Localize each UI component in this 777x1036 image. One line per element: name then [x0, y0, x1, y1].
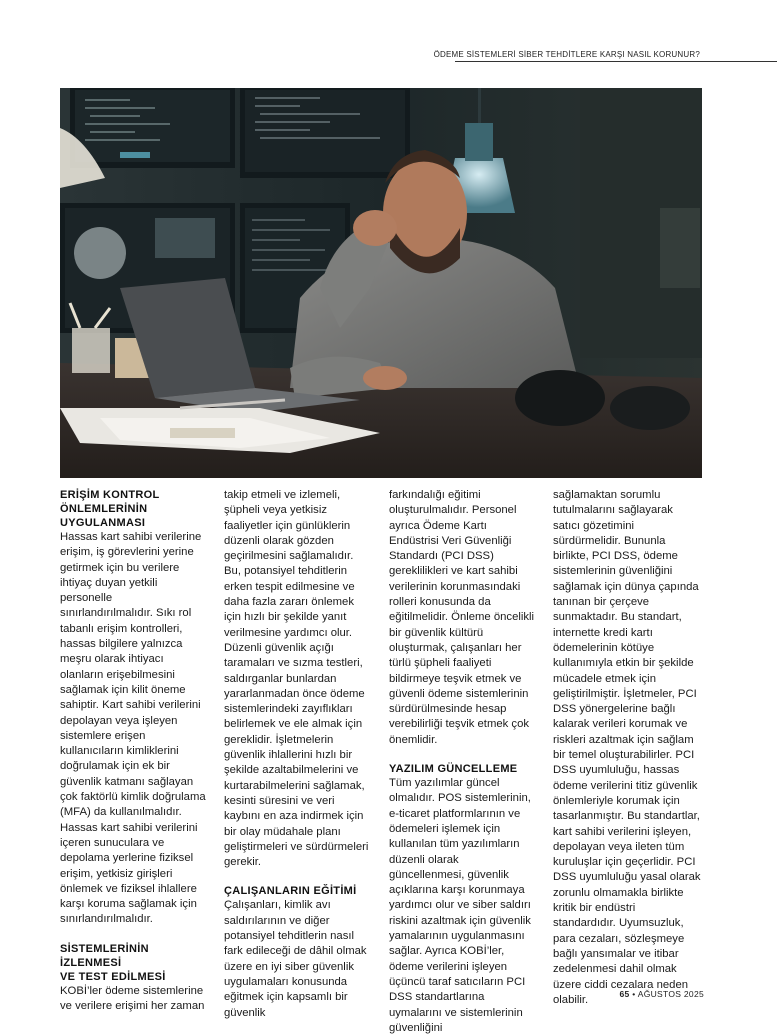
header-rule — [455, 61, 777, 62]
issue-date: AĞUSTOS 2025 — [637, 989, 704, 999]
running-head: ÖDEME SİSTEMLERİ SİBER TEHDİTLERE KARŞI NASIL KORUNUR? — [433, 50, 700, 59]
heading-calisanlarin-egitimi: ÇALIŞANLARIN EĞİTİMİ — [224, 885, 357, 898]
page-number: 65 — [619, 989, 630, 999]
column-1 — [60, 488, 208, 1013]
paragraph-erisim-kontrol: Hassas kart sahibi verilerine erişim, iş görevlerini yerine getirmek için bu verilere ihtiyaç duyan yetkili personelle sınırlandırılmalıdır. Sıkı rol tabanlı erişim kontrolleri, hassas bilgilere yalnızca meşru olarak ihtiyacı olanların erişebilmesini sağlamak için kilit öneme sahiptir. Kart sahibi verilerini depolayan veya işleyen sistemlere erişen kullanıcıların kimliklerini doğrulamak için ek bir güvenlik katmanı sağlayan çok faktörlü kimlik doğrulama (MFA) da kullanılmalıdır. Hassas kart sahibi verilerini içeren sunuculara ve depolama yerlerine fiziksel erişim, yetkisiz girişleri önlemek ve fiziksel ihlallere karşı koruma sağlamak için sınırlandırılmalıdır. — [60, 531, 206, 926]
paragraph-izleme-devam: takip etmeli ve izlemeli, şüpheli veya yetkisiz faaliyetler için günlüklerin düzenli olarak gözden geçirilmesini sağlamalıdır. Bu, potansiyel tehditlerin erken tespit edilmesine ve daha fazla zararı önlemek için hızlı bir şekilde yanıt verilmesine yardımcı olur. Düzenli güvenlik açığı taramaları ve sızma testleri, saldırganlar bunlardan yararlanmadan önce ödeme sistemlerindeki zayıflıkları belirlemek ve ele almak için gereklidir. İşletmelerin güvenlik ihlallerini hızlı bir şekilde azaltabilmelerini ve kurtarabilmelerini sağlamak, kesinti süresini ve veri kaybını en aza indirmek için bir olay müdahale planı geliştirmeleri ve sürdürmeleri gerekir. — [224, 489, 369, 869]
column-3 — [389, 488, 537, 1034]
paragraph-pci-dss: sağlamaktan sorumlu tutulmalarını sağlayarak satıcı gözetimini sürdürmelidir. Bununla birlikte, PCI DSS, ödeme sistemlerinin güvenliğini sağlamak için dünya çapında tanınan bir çerçeve sunmaktadır. Bu standart, internette kredi kartı ödemelerinin kötüye kullanımıyla etkin bir şekilde mücadele etmek için geliştirilmiştir. İşletmeler, PCI DSS yönergelerine bağlı kalarak verileri korumak ve riskleri azaltmak için sağlam bir temel oluşturabilirler. PCI DSS uyumluluğu, hassas ödeme verilerini titiz güvenlik önlemleriyle korumak için tasarlanmıştır. Bu standartlar, kart sahibi verilerini işleyen, depolayan veya ileten tüm kuruluşlar için geçerlidir. PCI DSS uyumluluğu yasal olarak zorunlu olmamakla birlikte kritik bir endüstri standardıdır. Uyumsuzluk, para cezaları, sözleşmeye bağlı yansımalar ve itibar zedelenmesi dahil olmak üzere ciddi cezalara neden olabilir. — [553, 489, 701, 1006]
paragraph-sistemlerin-izlenmesi: KOBİ’ler ödeme sistemlerine ve verilere erişimi her zaman — [60, 984, 205, 1013]
paragraph-yazilim-guncelleme: Tüm yazılımlar güncel olmalıdır. POS sistemlerinin, e-ticaret platformlarının ve ödemeleri işlemek için kullanılan tüm yazılımların düzenli olarak güncellenmesi, güvenlik açıklarına karşı korunmaya yardımcı olur ve siber saldırı riskini azaltmak için güvenlik yamalarının uygulanmasını sağlar. Ayrıca KOBİ’ler, ödeme verilerini işleyen üçüncü taraf satıcıların PCI DSS standartlarına uymalarını ve sistemlerinin güvenliğini — [389, 777, 531, 1034]
heading-yazilim-guncelleme: YAZILIM GÜNCELLEME — [389, 763, 518, 776]
photo-man-stressed-at-laptop-icon — [60, 88, 702, 478]
folio — [620, 989, 705, 999]
paragraph-calisanlarin-egitimi: Çalışanları, kimlik avı saldırılarının ve diğer potansiyel tehditlerin nasıl fark edileceği de dâhil olmak üzere en iyi siber güvenlik uygulamaları konusunda eğitmek için kapsamlı bir güvenlik — [224, 899, 367, 1019]
column-2 — [224, 488, 372, 1019]
heading-erisim-kontrol: ERİŞİM KONTROL ÖNLEMLERİNİN UYGULANMASI — [60, 489, 160, 529]
folio-bullet: • — [632, 989, 636, 999]
heading-sistemlerin-izlenmesi: SİSTEMLERİNİN İZLENMESİ VE TEST EDİLMESİ — [60, 942, 166, 983]
hero-image — [60, 88, 702, 478]
paragraph-egitim-devam: farkındalığı eğitimi oluşturulmalıdır. Personel ayrıca Ödeme Kartı Endüstrisi Veri Güvenliği Standardı (PCI DSS) gereklilikleri ve kart sahibi verilerinin korunmasındaki rolleri konusunda da eğitilmelidir. Önleme öncelikli bir güvenlik kültürü oluşturmak, çalışanları her türlü şüpheli faaliyeti bildirmeye teşvik etmek ve güvenli ödeme sistemlerinin sürdürülmesinde hesap verebilirliği teşvik etmek çok önemlidir. — [389, 489, 535, 746]
